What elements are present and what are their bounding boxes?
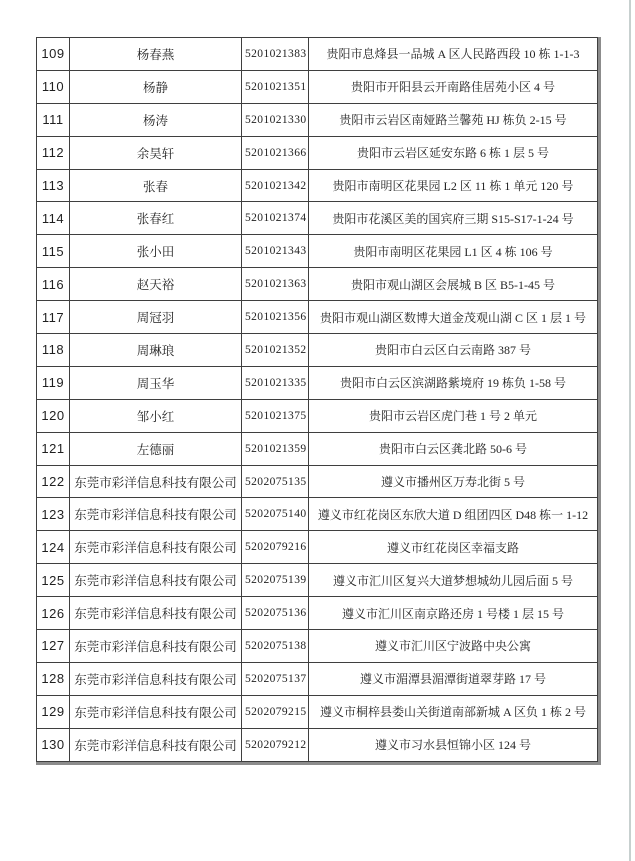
id-number-cell: 5201021359 bbox=[242, 432, 309, 465]
row-number-cell: 112 bbox=[37, 136, 70, 169]
address-cell: 贵阳市云岩区延安东路 6 栋 1 层 5 号 bbox=[309, 136, 598, 169]
row-number-cell: 120 bbox=[37, 399, 70, 432]
name-cell: 余昊轩 bbox=[70, 136, 242, 169]
table-row bbox=[37, 531, 598, 564]
table-row bbox=[37, 103, 598, 136]
table-row bbox=[37, 70, 598, 103]
address-cell: 贵阳市息烽县一品城 A 区人民路西段 10 栋 1-1-3 bbox=[309, 38, 598, 71]
row-number-cell: 114 bbox=[37, 202, 70, 235]
name-cell: 杨春燕 bbox=[70, 38, 242, 71]
row-number-cell: 118 bbox=[37, 334, 70, 367]
name-cell: 张春红 bbox=[70, 202, 242, 235]
table-row bbox=[37, 432, 598, 465]
row-number-cell: 125 bbox=[37, 564, 70, 597]
name-cell: 张春 bbox=[70, 169, 242, 202]
id-number-cell: 5201021366 bbox=[242, 136, 309, 169]
id-number-cell: 5201021330 bbox=[242, 103, 309, 136]
name-cell: 东莞市彩洋信息科技有限公司 bbox=[70, 630, 242, 663]
address-cell: 贵阳市花溪区美的国宾府三期 S15-S17-1-24 号 bbox=[309, 202, 598, 235]
name-cell: 东莞市彩洋信息科技有限公司 bbox=[70, 597, 242, 630]
row-number-cell: 121 bbox=[37, 432, 70, 465]
id-number-cell: 5202075139 bbox=[242, 564, 309, 597]
address-cell: 贵阳市白云区龚北路 50-6 号 bbox=[309, 432, 598, 465]
id-number-cell: 5202075135 bbox=[242, 465, 309, 498]
address-cell: 遵义市播州区万寿北街 5 号 bbox=[309, 465, 598, 498]
name-cell: 周琳琅 bbox=[70, 334, 242, 367]
address-cell: 贵阳市白云区滨湖路紫境府 19 栋负 1-58 号 bbox=[309, 366, 598, 399]
id-number-cell: 5201021363 bbox=[242, 268, 309, 301]
table-row bbox=[37, 301, 598, 334]
table-row bbox=[37, 235, 598, 268]
address-cell: 贵阳市云岩区南娅路兰馨苑 HJ 栋负 2-15 号 bbox=[309, 103, 598, 136]
address-cell: 遵义市汇川区南京路还房 1 号楼 1 层 15 号 bbox=[309, 597, 598, 630]
table-row bbox=[37, 498, 598, 531]
row-number-cell: 111 bbox=[37, 103, 70, 136]
name-cell: 邹小红 bbox=[70, 399, 242, 432]
address-cell: 遵义市红花岗区幸福支路 bbox=[309, 531, 598, 564]
address-cell: 遵义市汇川区宁波路中央公寓 bbox=[309, 630, 598, 663]
table-row bbox=[37, 268, 598, 301]
table-row bbox=[37, 202, 598, 235]
address-cell: 贵阳市观山湖区会展城 B 区 B5-1-45 号 bbox=[309, 268, 598, 301]
table-body bbox=[37, 38, 598, 762]
row-number-cell: 126 bbox=[37, 597, 70, 630]
name-cell: 杨涛 bbox=[70, 103, 242, 136]
id-number-cell: 5201021356 bbox=[242, 301, 309, 334]
address-cell: 遵义市习水县恒锦小区 124 号 bbox=[309, 728, 598, 761]
table-row bbox=[37, 662, 598, 695]
name-cell: 东莞市彩洋信息科技有限公司 bbox=[70, 531, 242, 564]
name-cell: 东莞市彩洋信息科技有限公司 bbox=[70, 564, 242, 597]
page-edge-line bbox=[629, 0, 631, 861]
name-cell: 张小田 bbox=[70, 235, 242, 268]
registrant-table bbox=[36, 37, 598, 762]
address-cell: 贵阳市南明区花果园 L2 区 11 栋 1 单元 120 号 bbox=[309, 169, 598, 202]
name-cell: 东莞市彩洋信息科技有限公司 bbox=[70, 695, 242, 728]
registrant-table-wrapper bbox=[36, 37, 601, 765]
id-number-cell: 5201021352 bbox=[242, 334, 309, 367]
id-number-cell: 5202075136 bbox=[242, 597, 309, 630]
name-cell: 赵天裕 bbox=[70, 268, 242, 301]
row-number-cell: 109 bbox=[37, 38, 70, 71]
table-row bbox=[37, 695, 598, 728]
id-number-cell: 5201021351 bbox=[242, 70, 309, 103]
id-number-cell: 5202075138 bbox=[242, 630, 309, 663]
id-number-cell: 5202075137 bbox=[242, 662, 309, 695]
table-row bbox=[37, 334, 598, 367]
name-cell: 左德丽 bbox=[70, 432, 242, 465]
row-number-cell: 117 bbox=[37, 301, 70, 334]
row-number-cell: 129 bbox=[37, 695, 70, 728]
row-number-cell: 123 bbox=[37, 498, 70, 531]
id-number-cell: 5201021374 bbox=[242, 202, 309, 235]
table-row bbox=[37, 728, 598, 761]
row-number-cell: 119 bbox=[37, 366, 70, 399]
name-cell: 东莞市彩洋信息科技有限公司 bbox=[70, 465, 242, 498]
address-cell: 遵义市桐梓县娄山关街道南部新城 A 区负 1 栋 2 号 bbox=[309, 695, 598, 728]
table-row bbox=[37, 465, 598, 498]
row-number-cell: 115 bbox=[37, 235, 70, 268]
table-row bbox=[37, 564, 598, 597]
address-cell: 贵阳市白云区白云南路 387 号 bbox=[309, 334, 598, 367]
table-row bbox=[37, 169, 598, 202]
row-number-cell: 124 bbox=[37, 531, 70, 564]
row-number-cell: 128 bbox=[37, 662, 70, 695]
id-number-cell: 5202079212 bbox=[242, 728, 309, 761]
id-number-cell: 5201021342 bbox=[242, 169, 309, 202]
table-row bbox=[37, 630, 598, 663]
id-number-cell: 5201021335 bbox=[242, 366, 309, 399]
row-number-cell: 113 bbox=[37, 169, 70, 202]
name-cell: 周玉华 bbox=[70, 366, 242, 399]
address-cell: 遵义市汇川区复兴大道梦想城幼儿园后面 5 号 bbox=[309, 564, 598, 597]
address-cell: 遵义市湄潭县湄潭街道翠芽路 17 号 bbox=[309, 662, 598, 695]
row-number-cell: 127 bbox=[37, 630, 70, 663]
address-cell: 贵阳市云岩区虎门巷 1 号 2 单元 bbox=[309, 399, 598, 432]
id-number-cell: 5202079216 bbox=[242, 531, 309, 564]
table-row bbox=[37, 366, 598, 399]
name-cell: 东莞市彩洋信息科技有限公司 bbox=[70, 728, 242, 761]
address-cell: 贵阳市开阳县云开南路佳居苑小区 4 号 bbox=[309, 70, 598, 103]
name-cell: 东莞市彩洋信息科技有限公司 bbox=[70, 498, 242, 531]
table-row bbox=[37, 399, 598, 432]
id-number-cell: 5202079215 bbox=[242, 695, 309, 728]
row-number-cell: 130 bbox=[37, 728, 70, 761]
address-cell: 贵阳市观山湖区数博大道金茂观山湖 C 区 1 层 1 号 bbox=[309, 301, 598, 334]
table-row bbox=[37, 38, 598, 71]
table-row bbox=[37, 597, 598, 630]
name-cell: 周冠羽 bbox=[70, 301, 242, 334]
row-number-cell: 122 bbox=[37, 465, 70, 498]
id-number-cell: 5201021375 bbox=[242, 399, 309, 432]
name-cell: 杨静 bbox=[70, 70, 242, 103]
id-number-cell: 5201021383 bbox=[242, 38, 309, 71]
name-cell: 东莞市彩洋信息科技有限公司 bbox=[70, 662, 242, 695]
row-number-cell: 110 bbox=[37, 70, 70, 103]
address-cell: 贵阳市南明区花果园 L1 区 4 栋 106 号 bbox=[309, 235, 598, 268]
address-cell: 遵义市红花岗区东欣大道 D 组团四区 D48 栋一 1-12 bbox=[309, 498, 598, 531]
table-row bbox=[37, 136, 598, 169]
id-number-cell: 5202075140 bbox=[242, 498, 309, 531]
row-number-cell: 116 bbox=[37, 268, 70, 301]
id-number-cell: 5201021343 bbox=[242, 235, 309, 268]
